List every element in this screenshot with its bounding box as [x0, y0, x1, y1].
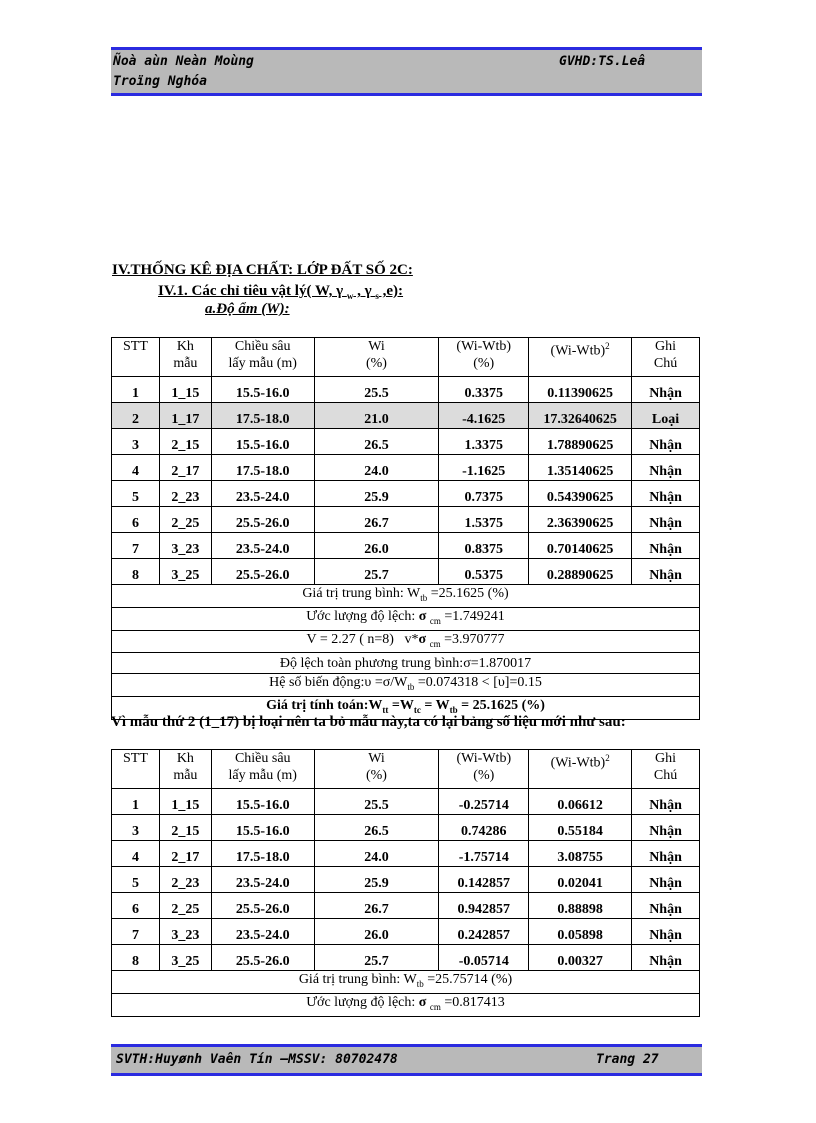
table-cell: 0.11390625 — [529, 377, 632, 403]
table-cell: 17.5-18.0 — [211, 455, 314, 481]
table-cell: 0.3375 — [439, 377, 529, 403]
table-cell: 5 — [112, 481, 160, 507]
design-value-row: Giá trị tính $toán:W_{tt} =W_{tc} = W_{tb} = 25.1625$ (%) — [112, 697, 700, 720]
table-cell: 4 — [112, 455, 160, 481]
table-cell: Loại — [632, 403, 700, 429]
table-row — [112, 377, 700, 403]
table-row — [112, 789, 700, 815]
table-row — [112, 945, 700, 971]
table-cell: Nhận — [632, 841, 700, 867]
table-cell: 15.5-16.0 — [211, 789, 314, 815]
table-row — [112, 429, 700, 455]
table-cell: 2_15 — [159, 429, 211, 455]
col-dev2: $(Wi-Wtb)^2$ — [529, 750, 632, 789]
header-school: Troïng Nghóa — [113, 74, 207, 89]
col-depth: Chiều sâu lấy mẫu (m) — [211, 338, 314, 377]
col-stt: STT — [112, 750, 160, 789]
table-cell: Nhận — [632, 919, 700, 945]
table-cell: Nhận — [632, 867, 700, 893]
table-row — [112, 455, 700, 481]
section-subtitle: IV.1. Các chỉ tiêu vật lý( W, γ $_w$ , γ $_s$ ,e): — [158, 283, 404, 301]
table-cell: 1.5375 — [439, 507, 529, 533]
col-stt: STT — [112, 338, 160, 377]
table-cell: 1_15 — [159, 377, 211, 403]
mean-row: Giá trị trung bình: $W_{tb} =25.1625$ (%) — [112, 585, 700, 608]
table-cell: 3_23 — [159, 919, 211, 945]
col-wi: Wi (%) — [314, 750, 439, 789]
table-cell: 0.70140625 — [529, 533, 632, 559]
table-cell: 3_25 — [159, 559, 211, 585]
table-row — [112, 481, 700, 507]
table-cell: 2.36390625 — [529, 507, 632, 533]
col-note: Ghi Chú — [632, 750, 700, 789]
col-dev: (Wi-Wtb) (%) — [439, 338, 529, 377]
table-cell: 6 — [112, 507, 160, 533]
footer-student: SVTH:Huyønh Vaên Tín –MSSV: 80702478 — [116, 1052, 398, 1067]
table-cell: 2_23 — [159, 481, 211, 507]
table-cell: 26.5 — [314, 429, 439, 455]
col-note: Ghi Chú — [632, 338, 700, 377]
table-row — [112, 919, 700, 945]
table-cell: 15.5-16.0 — [211, 429, 314, 455]
table-moisture-1 — [111, 337, 700, 720]
table-cell: 0.142857 — [439, 867, 529, 893]
table-cell: 7 — [112, 919, 160, 945]
table-cell: Nhận — [632, 377, 700, 403]
table-cell: 1.78890625 — [529, 429, 632, 455]
table-row — [112, 507, 700, 533]
page-header — [111, 47, 702, 96]
table-cell: 3.08755 — [529, 841, 632, 867]
table-cell: 25.5-26.0 — [211, 945, 314, 971]
table-cell: Nhận — [632, 481, 700, 507]
table-cell: 0.7375 — [439, 481, 529, 507]
table-cell: 3_23 — [159, 533, 211, 559]
table-cell: 0.8375 — [439, 533, 529, 559]
table-cell: 0.28890625 — [529, 559, 632, 585]
table-row — [112, 815, 700, 841]
table-cell: 26.0 — [314, 533, 439, 559]
table-cell: 0.5375 — [439, 559, 529, 585]
table-cell: 0.05898 — [529, 919, 632, 945]
table-cell: 2_25 — [159, 507, 211, 533]
std-estimate-row: Ước lượng độ lệch: σ $_{cm}$ =0.817413 — [112, 993, 700, 1016]
table-cell: 23.5-24.0 — [211, 919, 314, 945]
table-cell: 3 — [112, 429, 160, 455]
table-cell: 0.55184 — [529, 815, 632, 841]
col-wi: Wi (%) — [314, 338, 439, 377]
table-cell: 2_25 — [159, 893, 211, 919]
table-cell: 0.242857 — [439, 919, 529, 945]
table-cell: 1.35140625 — [529, 455, 632, 481]
table-cell: 0.02041 — [529, 867, 632, 893]
header-course: Ñoà aùn Neàn Moùng — [113, 54, 254, 69]
table-cell: -1.1625 — [439, 455, 529, 481]
table-row — [112, 559, 700, 585]
table-cell: 2_17 — [159, 455, 211, 481]
table-cell: 24.0 — [314, 841, 439, 867]
table-row — [112, 841, 700, 867]
table-cell: 1_15 — [159, 789, 211, 815]
table-cell: Nhận — [632, 893, 700, 919]
table-cell: 25.5-26.0 — [211, 507, 314, 533]
table-row — [112, 867, 700, 893]
table-cell: 8 — [112, 945, 160, 971]
footer-page-number: Trang 27 — [596, 1052, 659, 1067]
rms-deviation-row: Độ lệch toàn phương trung bình:σ=1.870017 — [112, 653, 700, 674]
table-cell: 1_17 — [159, 403, 211, 429]
col-sample: Kh mẫu — [159, 750, 211, 789]
table-cell: Nhận — [632, 455, 700, 481]
table-cell: 1 — [112, 789, 160, 815]
table-cell: 24.0 — [314, 455, 439, 481]
table-cell: 8 — [112, 559, 160, 585]
table-cell: 17.5-18.0 — [211, 403, 314, 429]
col-sample: Kh mẫu — [159, 338, 211, 377]
table-cell: 25.7 — [314, 945, 439, 971]
table-cell: Nhận — [632, 559, 700, 585]
table-cell: -1.75714 — [439, 841, 529, 867]
table-cell: 25.5-26.0 — [211, 559, 314, 585]
table-cell: -0.25714 — [439, 789, 529, 815]
header-advisor: GVHD:TS.Leâ — [559, 54, 646, 69]
table-cell: 17.32640625 — [529, 403, 632, 429]
table-cell: 25.9 — [314, 867, 439, 893]
table-cell: 15.5-16.0 — [211, 815, 314, 841]
table-cell: 25.5 — [314, 377, 439, 403]
table-header-row — [112, 338, 700, 377]
table-cell: 17.5-18.0 — [211, 841, 314, 867]
col-depth: Chiều sâu lấy mẫu (m) — [211, 750, 314, 789]
table-cell: 5 — [112, 867, 160, 893]
std-estimate-row: Ước lượng độ lệch: σ $_{cm}$ =1.749241 — [112, 607, 700, 630]
table-row — [112, 533, 700, 559]
table-cell: 23.5-24.0 — [211, 481, 314, 507]
table-cell: 0.88898 — [529, 893, 632, 919]
table-cell: 2 — [112, 403, 160, 429]
table-row — [112, 893, 700, 919]
table-cell: 2_23 — [159, 867, 211, 893]
table-cell: -4.1625 — [439, 403, 529, 429]
table-cell: 26.7 — [314, 893, 439, 919]
table-cell: 0.06612 — [529, 789, 632, 815]
table-cell: 1 — [112, 377, 160, 403]
table-cell: 6 — [112, 893, 160, 919]
table-cell: 23.5-24.0 — [211, 867, 314, 893]
table-cell: -0.05714 — [439, 945, 529, 971]
section-title: IV.THỐNG KÊ ĐỊA CHẤT: LỚP ĐẤT SỐ 2C: — [112, 262, 413, 278]
table-cell: 26.7 — [314, 507, 439, 533]
table-cell: 1.3375 — [439, 429, 529, 455]
table-cell: Nhận — [632, 789, 700, 815]
table-cell: 0.54390625 — [529, 481, 632, 507]
mean-row: Giá trị trung bình: $W_{tb} =25.75714$ (%) — [112, 971, 700, 994]
table-cell: 25.9 — [314, 481, 439, 507]
table-cell: 25.5-26.0 — [211, 893, 314, 919]
table-cell: Nhận — [632, 945, 700, 971]
table-cell: 2_15 — [159, 815, 211, 841]
table-cell: 15.5-16.0 — [211, 377, 314, 403]
table-cell: 26.0 — [314, 919, 439, 945]
table-cell: Nhận — [632, 815, 700, 841]
table-cell: 4 — [112, 841, 160, 867]
table-cell: Nhận — [632, 507, 700, 533]
table-cell: 26.5 — [314, 815, 439, 841]
table-cell: 25.7 — [314, 559, 439, 585]
page-footer — [111, 1044, 702, 1076]
table-header-row — [112, 750, 700, 789]
table-cell: 25.5 — [314, 789, 439, 815]
col-dev2: $(Wi-Wtb)^2$ — [529, 338, 632, 377]
table-cell: 23.5-24.0 — [211, 533, 314, 559]
table-cell: Nhận — [632, 429, 700, 455]
col-dev: (Wi-Wtb) (%) — [439, 750, 529, 789]
table-moisture-2 — [111, 749, 700, 1017]
v-factor-row: V = 2.27 ( n=8) v*σ $_{cm}$ =3.970777 — [112, 630, 700, 653]
table-row — [112, 403, 700, 429]
table-cell: Nhận — [632, 533, 700, 559]
section-subsubtitle: a.Độ ẩm (W): — [205, 301, 290, 317]
table-cell: 2_17 — [159, 841, 211, 867]
variation-coef-row: Hệ số biến động:υ $=\sigma/W_{tb} =0.074318 < [\upsilon]=0.15$ — [112, 674, 700, 697]
table-cell: 3 — [112, 815, 160, 841]
table-cell: 3_25 — [159, 945, 211, 971]
table-cell: 7 — [112, 533, 160, 559]
table-cell: 0.942857 — [439, 893, 529, 919]
table-cell: 0.00327 — [529, 945, 632, 971]
rejection-note: Vì mẫu thứ 2 (1_17) bị loại nên ta bỏ mẫu này,ta có lại bảng số liệu mới như sau: — [111, 714, 626, 730]
table-cell: 21.0 — [314, 403, 439, 429]
table-cell: 0.74286 — [439, 815, 529, 841]
